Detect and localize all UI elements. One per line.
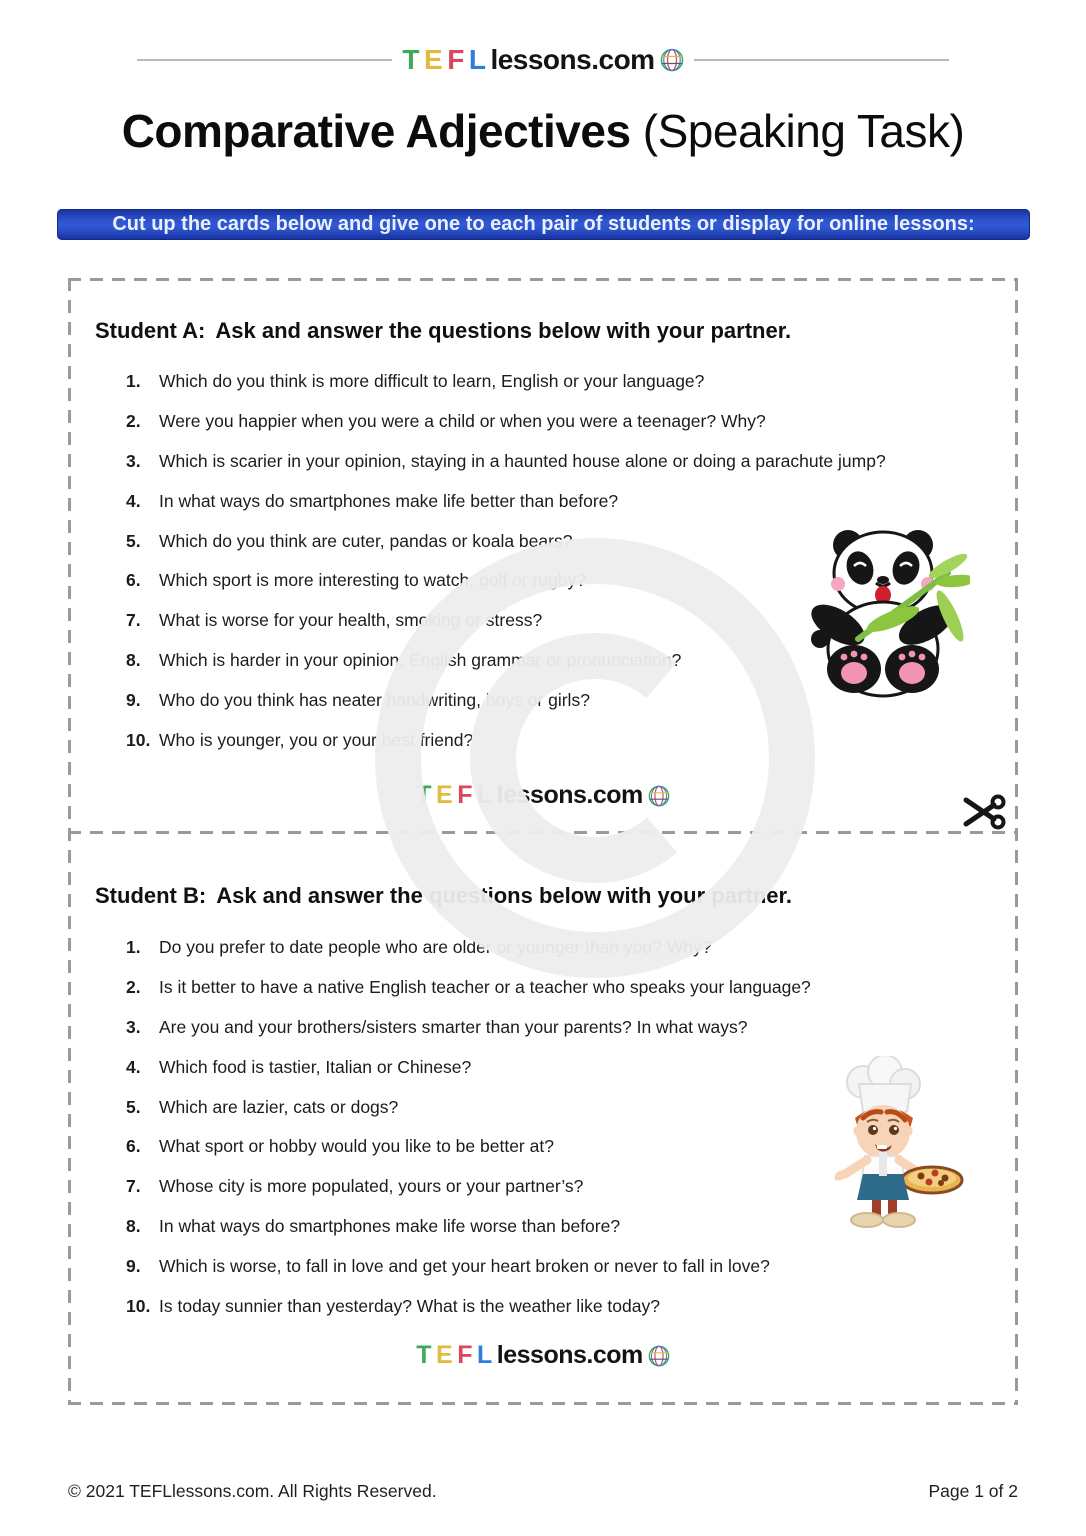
student-b-label: Student B: xyxy=(95,883,207,908)
question-text: Who do you think has neater handwriting, boys or girls? xyxy=(159,689,590,710)
instruction-banner xyxy=(57,209,1030,240)
question-item xyxy=(126,561,886,601)
logo-domain-text: lessons.com xyxy=(490,44,655,75)
question-number: 2. xyxy=(126,977,141,998)
question-item xyxy=(126,928,811,968)
question-number: 1. xyxy=(126,937,141,958)
question-item xyxy=(126,1047,811,1087)
question-item xyxy=(126,521,886,561)
student-a-label: Student A: xyxy=(95,318,206,343)
globe-icon xyxy=(660,48,684,72)
question-number: 7. xyxy=(126,1176,141,1197)
page-title-main: Comparative Adjectives xyxy=(121,105,631,157)
question-item xyxy=(126,1207,811,1247)
card-a-logo xyxy=(68,781,1018,810)
question-number: 9. xyxy=(126,689,141,710)
question-item xyxy=(126,481,886,521)
question-item xyxy=(126,1286,811,1326)
question-number: 4. xyxy=(126,1056,141,1077)
question-number: 10. xyxy=(126,729,151,750)
question-text: Which do you think are cuter, pandas or koala bears? xyxy=(159,530,573,551)
logo-domain-text: lessons.com xyxy=(496,781,643,809)
logo-letter-f: F xyxy=(457,1341,472,1369)
dashed-border-left xyxy=(68,278,71,1405)
logo-letter-t: T xyxy=(402,44,420,75)
question-number: 1. xyxy=(126,371,141,392)
globe-icon xyxy=(648,785,670,807)
header-rule-right xyxy=(694,59,949,61)
student-a-question-list xyxy=(126,362,886,760)
question-text: Which are lazier, cats or dogs? xyxy=(159,1096,399,1117)
header-rule-left xyxy=(137,59,392,61)
question-number: 3. xyxy=(126,450,141,471)
question-number: 6. xyxy=(126,570,141,591)
scissors-icon xyxy=(962,789,1008,835)
question-item xyxy=(126,680,886,720)
logo-letter-e: E xyxy=(436,1341,453,1369)
student-b-instruction: Ask and answer the questions below with your partner. xyxy=(216,883,792,908)
cards-container xyxy=(68,278,1018,1405)
logo-letter-l: L xyxy=(477,1341,492,1369)
question-number: 4. xyxy=(126,490,141,511)
question-number: 5. xyxy=(126,530,141,551)
question-number: 2. xyxy=(126,411,141,432)
dashed-border-top xyxy=(68,278,1018,281)
panda-image xyxy=(798,521,970,699)
instruction-banner-text: Cut up the cards below and give one to each pair of students or display for online lessons: xyxy=(112,213,975,235)
question-item xyxy=(126,442,886,482)
question-text: In what ways do smartphones make life better than before? xyxy=(159,490,619,511)
question-text: Which is scarier in your opinion, staying in a haunted house alone or doing a parachute jump? xyxy=(159,450,886,471)
question-text: Whose city is more populated, yours or your partner’s? xyxy=(159,1176,584,1197)
question-text: Who is younger, you or your best friend? xyxy=(159,729,474,750)
question-item xyxy=(126,402,886,442)
question-item xyxy=(126,1008,811,1048)
question-text: Which is worse, to fall in love and get your heart broken or never to fall in love? xyxy=(159,1255,770,1276)
logo-letter-t: T xyxy=(416,781,432,809)
question-text: What is worse for your health, smoking or stress? xyxy=(159,610,543,631)
question-text: Which do you think is more difficult to learn, English or your language? xyxy=(159,371,705,392)
logo-letter-f: F xyxy=(457,781,472,809)
site-logo xyxy=(402,44,683,76)
page-title xyxy=(0,104,1086,158)
question-number: 6. xyxy=(126,1136,141,1157)
question-number: 9. xyxy=(126,1255,141,1276)
question-item xyxy=(126,601,886,641)
question-text: Were you happier when you were a child or when you were a teenager? Why? xyxy=(159,411,766,432)
question-item xyxy=(126,1087,811,1127)
question-text: Which food is tastier, Italian or Chinese? xyxy=(159,1056,472,1077)
question-text: Do you prefer to date people who are older or younger than you? Why? xyxy=(159,937,712,958)
question-text: Which is harder in your opinion, English grammar or pronunciation? xyxy=(159,649,682,670)
card-b-logo xyxy=(68,1341,1018,1370)
question-text: Which sport is more interesting to watch, golf or rugby? xyxy=(159,570,586,591)
question-item xyxy=(126,1246,811,1286)
header xyxy=(0,44,1086,76)
question-item xyxy=(126,720,886,760)
question-number: 3. xyxy=(126,1016,141,1037)
question-item xyxy=(126,968,811,1008)
question-text: What sport or hobby would you like to be better at? xyxy=(159,1136,554,1157)
student-b-heading xyxy=(95,883,792,909)
cut-line xyxy=(68,831,1018,834)
question-item xyxy=(126,362,886,402)
question-number: 8. xyxy=(126,1215,141,1236)
dashed-border-right xyxy=(1015,278,1018,1405)
logo-letter-t: T xyxy=(416,1341,432,1369)
logo-letter-l: L xyxy=(477,781,492,809)
logo-letter-f: F xyxy=(447,44,464,75)
globe-icon xyxy=(648,1345,670,1367)
footer-page-number: Page 1 of 2 xyxy=(928,1481,1018,1501)
page-title-suffix: (Speaking Task) xyxy=(630,105,965,157)
logo-domain-text: lessons.com xyxy=(496,1341,643,1369)
page-footer xyxy=(68,1481,1018,1502)
question-text: Is it better to have a native English teacher or a teacher who speaks your language? xyxy=(159,977,811,998)
logo-letter-e: E xyxy=(424,44,443,75)
logo-letter-l: L xyxy=(468,44,486,75)
chef-image xyxy=(793,1056,971,1232)
student-a-heading xyxy=(95,318,791,344)
question-number: 10. xyxy=(126,1295,151,1316)
question-item xyxy=(126,1127,811,1167)
question-item xyxy=(126,641,886,681)
footer-copyright: © 2021 TEFLlessons.com. All Rights Reserved. xyxy=(68,1481,437,1501)
question-number: 8. xyxy=(126,649,141,670)
student-a-instruction: Ask and answer the questions below with your partner. xyxy=(215,318,792,343)
question-text: In what ways do smartphones make life worse than before? xyxy=(159,1215,621,1236)
logo-letter-e: E xyxy=(436,781,453,809)
question-item xyxy=(126,1167,811,1207)
student-b-question-list xyxy=(126,928,811,1326)
question-number: 5. xyxy=(126,1096,141,1117)
question-text: Is today sunnier than yesterday? What is the weather like today? xyxy=(159,1295,660,1316)
question-text: Are you and your brothers/sisters smarter than your parents? In what ways? xyxy=(159,1016,748,1037)
dashed-border-bottom xyxy=(68,1402,1018,1405)
question-number: 7. xyxy=(126,610,141,631)
